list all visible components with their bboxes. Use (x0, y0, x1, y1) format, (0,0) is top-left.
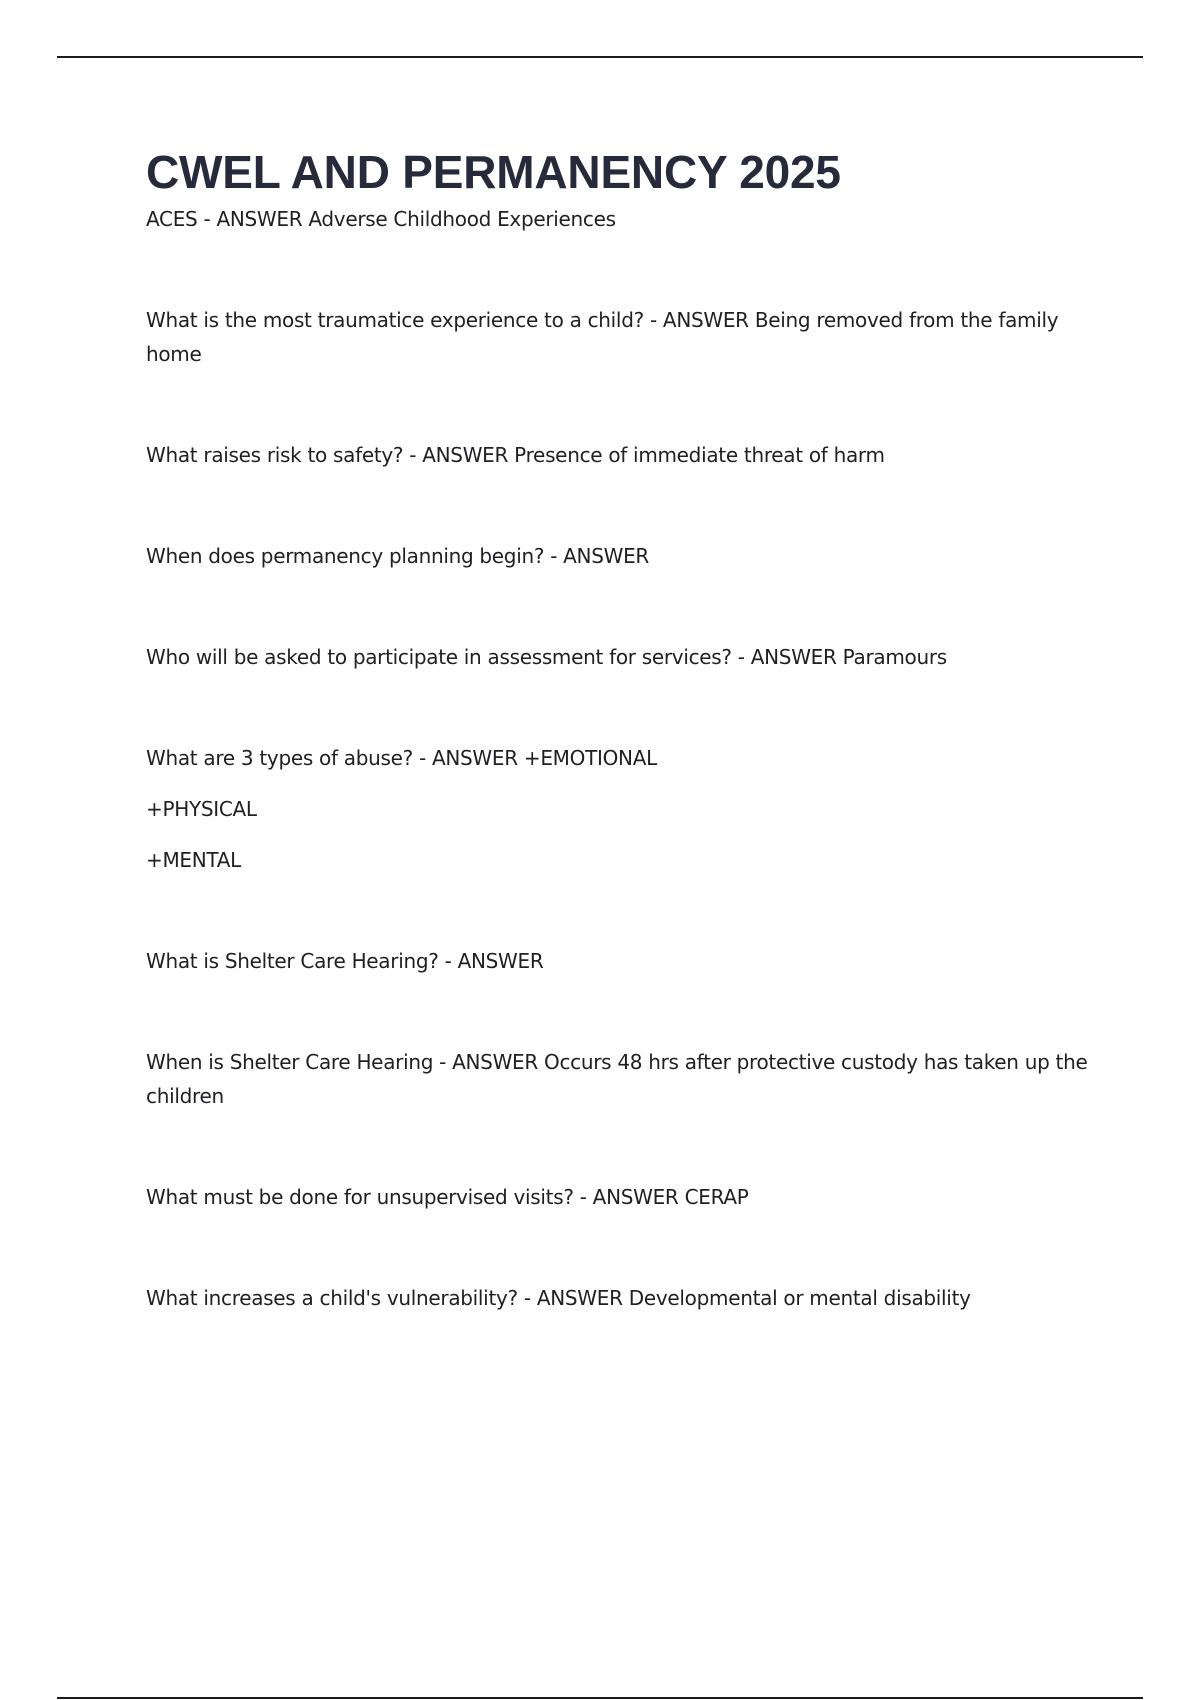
spacer (146, 1214, 1096, 1281)
abuse-type-mental: +MENTAL (146, 848, 241, 872)
qa-entry-risk-to-safety: What raises risk to safety? - ANSWER Presence of immediate threat of harm (146, 443, 885, 467)
spacer (146, 775, 1096, 792)
spacer (146, 674, 1096, 741)
spacer (146, 877, 1096, 944)
spacer (146, 573, 1096, 640)
spacer (146, 371, 1096, 438)
qa-entry-traumatic-experience: What is the most traumatice experience to a child? - ANSWER Being removed from the family home (146, 308, 1059, 366)
document-body (146, 142, 1096, 1315)
document-title: CWEL AND PERMANENCY 2025 (146, 146, 841, 198)
spacer (146, 472, 1096, 539)
spacer (146, 978, 1096, 1045)
header-rule (57, 56, 1143, 58)
qa-entry-types-of-abuse: What are 3 types of abuse? - ANSWER +EMOTIONAL (146, 746, 657, 770)
qa-entry-permanency-planning: When does permanency planning begin? - ANSWER (146, 544, 650, 568)
footer-rule (57, 1697, 1143, 1699)
qa-entry-unsupervised-visits: What must be done for unsupervised visits? - ANSWER CERAP (146, 1185, 749, 1209)
qa-entry-shelter-care-timing: When is Shelter Care Hearing - ANSWER Occurs 48 hrs after protective custody has taken up the children (146, 1050, 1088, 1108)
abuse-type-physical: +PHYSICAL (146, 797, 257, 821)
qa-entry-aces: ACES - ANSWER Adverse Childhood Experiences (146, 207, 616, 231)
qa-entry-child-vulnerability: What increases a child's vulnerability? - ANSWER Developmental or mental disability (146, 1286, 971, 1310)
qa-entry-assessment-participants: Who will be asked to participate in assessment for services? - ANSWER Paramours (146, 645, 947, 669)
spacer (146, 236, 1096, 303)
spacer (146, 1113, 1096, 1180)
qa-entry-shelter-care-hearing: What is Shelter Care Hearing? - ANSWER (146, 949, 544, 973)
spacer (146, 826, 1096, 843)
